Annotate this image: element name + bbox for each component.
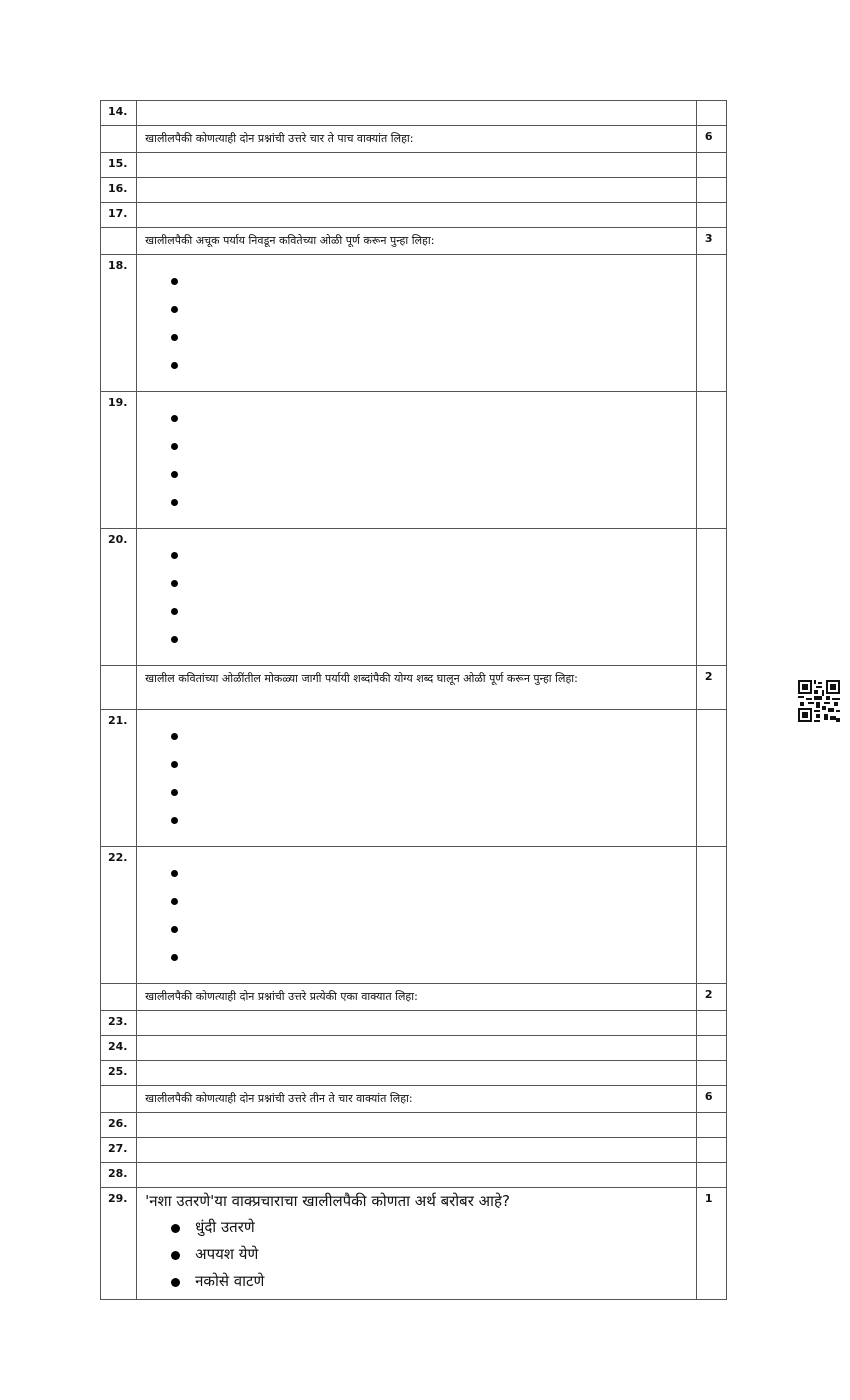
question-body <box>137 203 697 228</box>
marks-cell <box>696 178 726 203</box>
marks-cell <box>696 847 726 984</box>
table-row <box>101 847 727 984</box>
question-body <box>137 101 697 126</box>
marks-cell <box>696 1163 726 1188</box>
list-item <box>171 270 688 298</box>
question-number: 19. <box>101 392 137 529</box>
option-list <box>145 270 688 382</box>
marks-cell <box>696 153 726 178</box>
section-row <box>101 984 727 1011</box>
bullet-icon <box>171 499 178 506</box>
bullet-icon <box>171 898 178 905</box>
option-text: धुंदी उतरणे <box>195 1218 255 1236</box>
marks-cell <box>696 710 726 847</box>
question-number: 24. <box>101 1036 137 1061</box>
section-row <box>101 228 727 255</box>
section-row <box>101 126 727 153</box>
question-body <box>137 1188 697 1300</box>
question-body <box>137 1113 697 1138</box>
question-text: 'नशा उतरणे'या वाक्प्रचाराचा खालीलपैकी कोणता अर्थ बरोबर आहे? <box>145 1192 510 1210</box>
marks-cell <box>696 1011 726 1036</box>
question-number: 25. <box>101 1061 137 1086</box>
qr-code-icon <box>798 680 840 722</box>
list-item <box>171 491 688 519</box>
section-row <box>101 666 727 710</box>
question-number <box>101 126 137 153</box>
list-item <box>171 354 688 382</box>
table-row <box>101 1113 727 1138</box>
marks-cell <box>696 392 726 529</box>
table-row <box>101 529 727 666</box>
question-number: 18. <box>101 255 137 392</box>
table-row <box>101 101 727 126</box>
bullet-icon <box>171 306 178 313</box>
marks-cell: 2 <box>696 666 726 710</box>
question-number: 26. <box>101 1113 137 1138</box>
marks-cell: 6 <box>696 126 726 153</box>
bullet-icon <box>171 636 178 643</box>
question-number: 27. <box>101 1138 137 1163</box>
marks-cell <box>696 255 726 392</box>
question-number: 29. <box>101 1188 137 1300</box>
table-row <box>101 1138 727 1163</box>
marks-cell <box>696 1138 726 1163</box>
option-list <box>145 1215 688 1296</box>
section-row <box>101 1086 727 1113</box>
table-row <box>101 203 727 228</box>
option-list <box>145 407 688 519</box>
marks-cell: 6 <box>696 1086 726 1113</box>
list-item <box>171 862 688 890</box>
question-body <box>137 847 697 984</box>
list-item <box>171 725 688 753</box>
list-item <box>171 890 688 918</box>
bullet-icon <box>171 580 178 587</box>
table-row <box>101 178 727 203</box>
question-body <box>137 1036 697 1061</box>
list-item <box>171 1242 688 1269</box>
section-instruction: खालीलपैकी कोणत्याही दोन प्रश्नांची उत्तरे प्रत्येकी एका वाक्यात लिहा: <box>137 984 697 1011</box>
question-number: 14. <box>101 101 137 126</box>
option-list <box>145 725 688 837</box>
option-text: नकोसे वाटणे <box>195 1272 265 1290</box>
question-number: 23. <box>101 1011 137 1036</box>
marks-cell <box>696 1113 726 1138</box>
list-item <box>171 628 688 656</box>
list-item <box>171 544 688 572</box>
table-row <box>101 392 727 529</box>
question-body <box>137 153 697 178</box>
bullet-icon <box>171 415 178 422</box>
table-row <box>101 1188 727 1300</box>
bullet-icon <box>171 362 178 369</box>
question-number: 15. <box>101 153 137 178</box>
list-item <box>171 946 688 974</box>
list-item <box>171 407 688 435</box>
marks-cell: 2 <box>696 984 726 1011</box>
section-instruction: खालीलपैकी कोणत्याही दोन प्रश्नांची उत्तरे चार ते पाच वाक्यांत लिहा: <box>137 126 697 153</box>
section-instruction: खालीलपैकी कोणत्याही दोन प्रश्नांची उत्तरे तीन ते चार वाक्यांत लिहा: <box>137 1086 697 1113</box>
question-number <box>101 1086 137 1113</box>
table-row <box>101 255 727 392</box>
marks-cell: 3 <box>696 228 726 255</box>
bullet-icon <box>171 1278 180 1287</box>
bullet-icon <box>171 608 178 615</box>
question-body <box>137 392 697 529</box>
question-body <box>137 178 697 203</box>
table-row <box>101 710 727 847</box>
marks-cell <box>696 203 726 228</box>
list-item <box>171 781 688 809</box>
question-table <box>100 100 727 1300</box>
list-item <box>171 435 688 463</box>
bullet-icon <box>171 471 178 478</box>
list-item <box>171 298 688 326</box>
question-body <box>137 1011 697 1036</box>
bullet-icon <box>171 278 178 285</box>
list-item <box>171 326 688 354</box>
table-row <box>101 1163 727 1188</box>
option-list <box>145 862 688 974</box>
question-number: 20. <box>101 529 137 666</box>
list-item <box>171 918 688 946</box>
option-list <box>145 544 688 656</box>
bullet-icon <box>171 817 178 824</box>
question-number: 17. <box>101 203 137 228</box>
bullet-icon <box>171 870 178 877</box>
question-body <box>137 255 697 392</box>
question-body <box>137 529 697 666</box>
table-row <box>101 1036 727 1061</box>
question-number <box>101 984 137 1011</box>
question-number <box>101 228 137 255</box>
list-item <box>171 463 688 491</box>
table-row <box>101 1061 727 1086</box>
question-number <box>101 666 137 710</box>
bullet-icon <box>171 761 178 768</box>
question-number: 16. <box>101 178 137 203</box>
list-item <box>171 753 688 781</box>
section-instruction: खालीलपैकी अचूक पर्याय निवडून कवितेच्या ओळी पूर्ण करून पुन्हा लिहा: <box>137 228 697 255</box>
section-instruction: खालील कवितांच्या ओळींतील मोकळ्या जागी पर्यायी शब्दांपैकी योग्य शब्द घालून ओळी पूर्ण करून पुन्हा लिहा: <box>137 666 697 710</box>
question-body <box>137 1061 697 1086</box>
question-number: 28. <box>101 1163 137 1188</box>
marks-cell: 1 <box>696 1188 726 1300</box>
bullet-icon <box>171 926 178 933</box>
list-item <box>171 600 688 628</box>
bullet-icon <box>171 334 178 341</box>
list-item <box>171 1215 688 1242</box>
option-text: अपयश येणे <box>195 1245 259 1263</box>
bullet-icon <box>171 1251 180 1260</box>
marks-cell <box>696 529 726 666</box>
bullet-icon <box>171 552 178 559</box>
question-number: 21. <box>101 710 137 847</box>
question-number: 22. <box>101 847 137 984</box>
question-body <box>137 1163 697 1188</box>
question-body <box>137 710 697 847</box>
bullet-icon <box>171 789 178 796</box>
list-item <box>171 1269 688 1296</box>
list-item <box>171 572 688 600</box>
bullet-icon <box>171 443 178 450</box>
marks-cell <box>696 1061 726 1086</box>
question-body <box>137 1138 697 1163</box>
marks-cell <box>696 1036 726 1061</box>
table-row <box>101 153 727 178</box>
list-item <box>171 809 688 837</box>
table-row <box>101 1011 727 1036</box>
bullet-icon <box>171 1224 180 1233</box>
bullet-icon <box>171 954 178 961</box>
marks-cell <box>696 101 726 126</box>
bullet-icon <box>171 733 178 740</box>
